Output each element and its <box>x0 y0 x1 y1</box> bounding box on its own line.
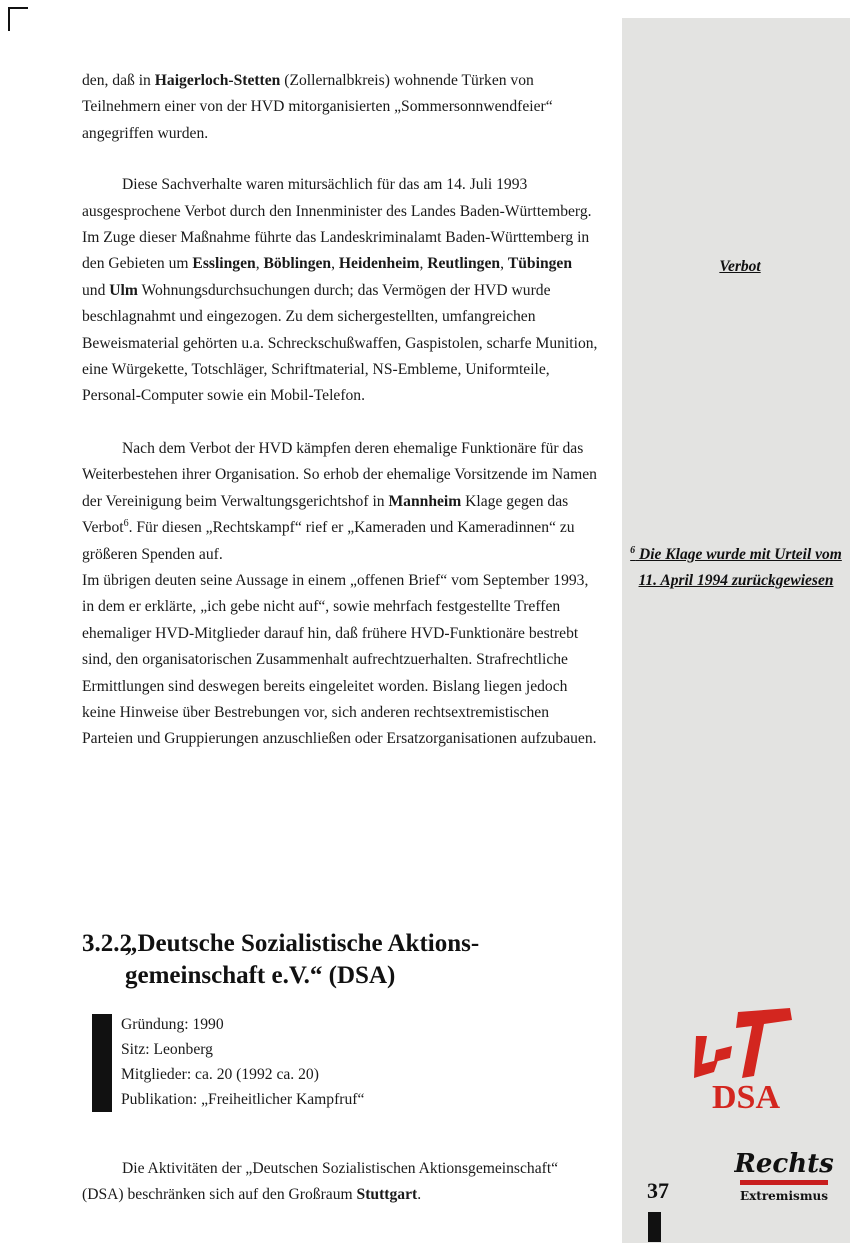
closing-paragraph: Die Aktivitäten der „Deutschen Sozialistischen Aktionsgemeinschaft“ (DSA) beschränken sich auf den Großraum Stuttgart. <box>82 1159 559 1203</box>
paragraph-1: den, daß in Haigerloch-Stetten (Zollernalbkreis) wohnende Türken von Teilnehmern einer von der HVD mitorganisierten „Sommersonnwendfeier“ angegriffen wurden. <box>82 72 553 142</box>
margin-note-verbot: Verbot <box>719 258 761 275</box>
body-text <box>82 68 598 753</box>
paragraph-2: Diese Sachverhalte waren mitursächlich für das am 14. Juli 1993 ausgesprochene Verbot durch den Innenminister des Landes Baden-Württemberg. Im Zuge dieser Maßnahme führte das Landeskriminalamt Baden-Württemberg in den Gebieten um Esslingen, Böblingen, Heidenheim, Reutlingen, Tübingen und Ulm Wohnungsdurchsuchungen durch; das Vermögen der HVD wurde beschlagnahmt und eingezogen. Zu dem sichergestellten, umfangreichen Beweismaterial gehörten u.a. Schreckschußwaffen, Gaspistolen, scharfe Munition, eine Würgekette, Totschläger, Schriftmaterial, NS-Embleme, Uniformteile, Personal-Computer sowie ein Mobil-Telefon. <box>82 176 598 405</box>
fact-box-bar <box>92 1014 112 1112</box>
rechts-extremismus-logo <box>734 1136 834 1208</box>
section-heading: 3.2.2„Deutsche Sozialistische Aktions- gemeinschaft e.V.“ (DSA) <box>82 930 480 989</box>
footnote-reference: 6 <box>123 517 129 529</box>
margin-footnote: $^6$ Die Klage wurde mit Urteil vom 11. April 1994 zurückgewiesen <box>630 544 842 589</box>
rechts-logo-title: Rechts <box>734 1149 834 1179</box>
dsa-logo-text: DSA <box>711 1079 781 1112</box>
rechts-logo-subtitle: Extremismus <box>740 1189 828 1203</box>
fact-seat: Sitz: Leonberg <box>121 1041 213 1058</box>
crop-mark <box>8 7 10 31</box>
fact-members: Mitglieder: ca. 20 (1992 ca. 20) <box>121 1066 319 1083</box>
fact-publication: Publikation: „Freiheitlicher Kampfruf“ <box>121 1091 365 1108</box>
page-edge-mark <box>648 1212 661 1242</box>
fact-founded: Gründung: 1990 <box>121 1016 224 1033</box>
dsa-logo <box>688 1006 808 1112</box>
crop-mark <box>8 7 28 9</box>
page-number: 37 <box>647 1178 669 1203</box>
paragraph-4: Im übrigen deuten seine Aussage in einem „offenen Brief“ vom September 1993, in dem er erklärte, „ich gebe nicht auf“, sowie mehrfach festgestellte Treffen ehemaliger HVD-Mitglieder darauf hin, daß frühere HVD-Funktionäre bestrebt sind, den organisatorischen Zusammenhalt aufrechtzuerhalten. Strafrechtliche Ermittlungen sind deswegen bereits eingeleitet worden. Bislang liegen jedoch keine Hinweise über Bestrebungen vor, sich anderen rechtsextremistischen Parteien und Gruppierungen anzuschließen oder Ersatzorganisationen aufzubauen. <box>82 571 597 748</box>
paragraph-3: Nach dem Verbot der HVD kämpfen deren ehemalige Funktionäre für das Weiterbestehen ihrer Organisation. So erhob der ehemalige Vorsitzende im Namen der Vereinigung beim Verwaltungsgerichtshof in Mannheim Klage gegen das Verbot$^6$. Für diesen „Rechtskampf“ rief er „Kameraden und Kameradinnen“ zu größeren Spenden auf. <box>82 439 597 563</box>
section-number: 3.2.2 <box>82 930 132 957</box>
